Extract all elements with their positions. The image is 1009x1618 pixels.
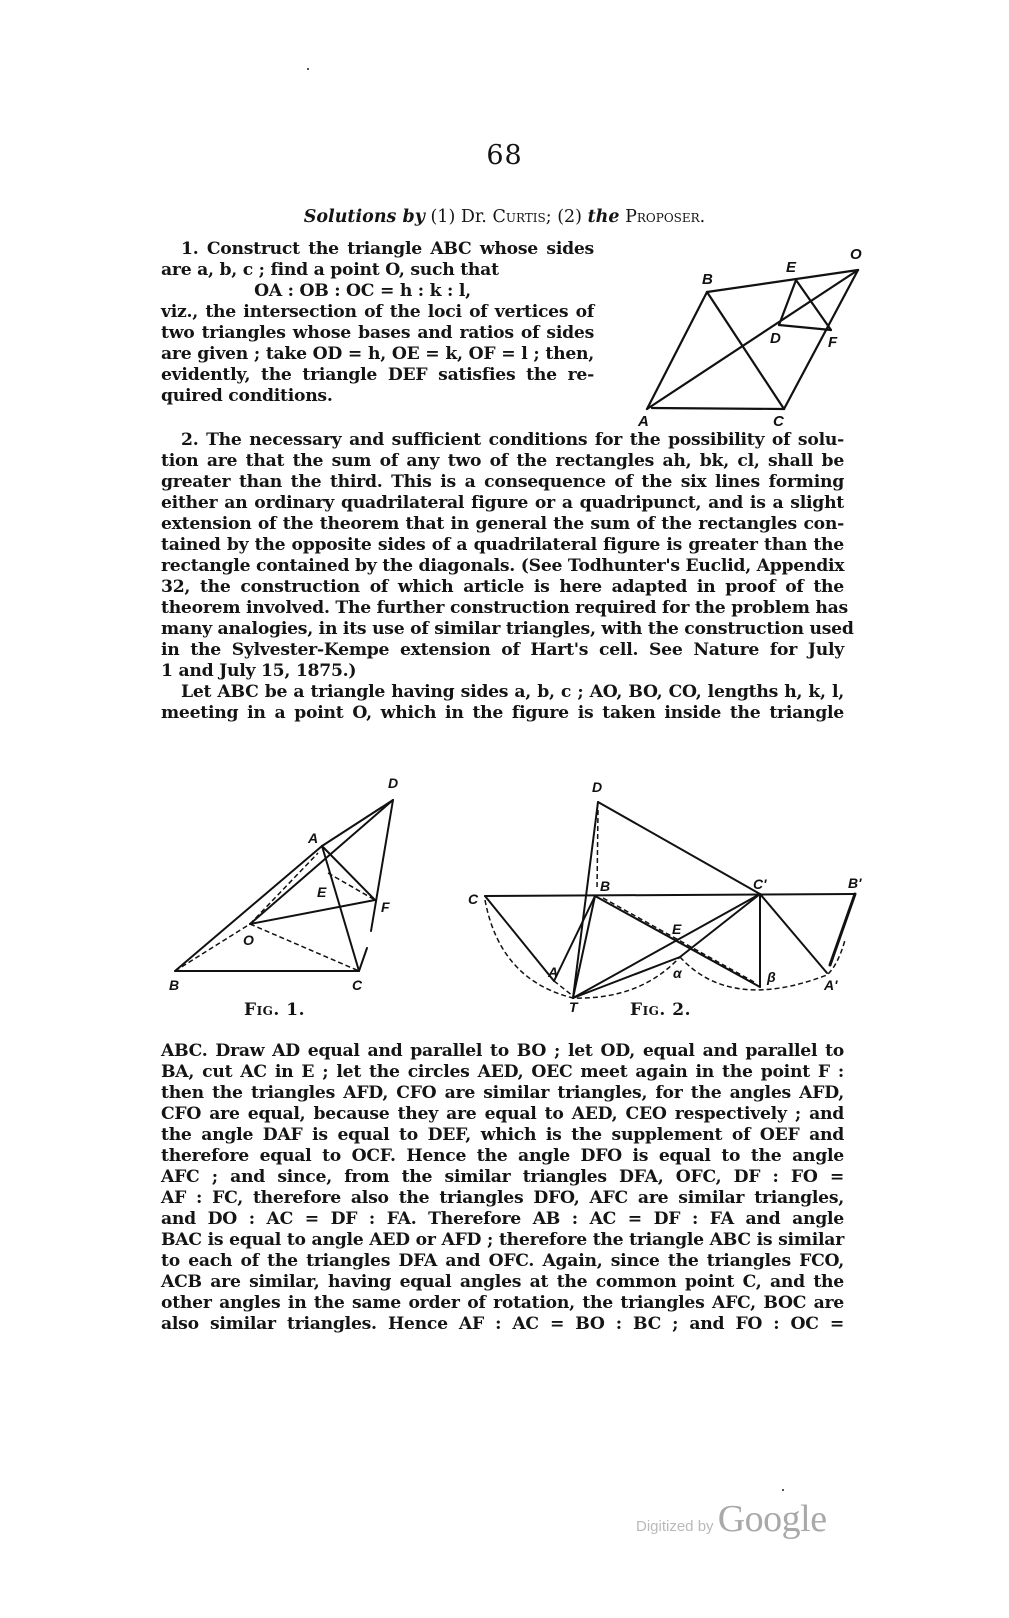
figure-parallelogram	[600, 235, 860, 430]
line-AB	[647, 292, 707, 409]
watermark-prefix: Digitized by	[636, 1518, 714, 1535]
label-F: F	[828, 334, 838, 351]
google-logo: Google	[717, 1498, 827, 1540]
text-line: greater than the third. This is a consequence of the six lines forming	[161, 472, 844, 492]
text-line: ABC. Draw AD equal and parallel to BO ; let OD, equal and parallel to	[161, 1041, 844, 1061]
solutions-heading	[0, 207, 1009, 227]
label-E: E	[317, 884, 327, 900]
label-B: B	[702, 271, 713, 288]
text-line: viz., the intersection of the loci of vertices of	[161, 302, 594, 322]
fig-1-caption: Fig. 1.	[244, 1000, 306, 1020]
label-beta: β	[767, 969, 776, 985]
text-line: in the Sylvester-Kempe extension of Hart's cell. See Nature for July	[161, 640, 844, 660]
label-D: D	[592, 779, 603, 795]
line-CB-prime	[485, 894, 855, 896]
label-B: B	[169, 977, 180, 993]
label-B: B	[600, 878, 611, 894]
text-line: AF : FC, therefore also the triangles DFO, AFC are similar triangles,	[161, 1188, 844, 1208]
ratio-equation: OA : OB : OC = h : k : l,	[254, 281, 471, 301]
heading-sep: ; (2)	[545, 207, 582, 227]
text-line: the angle DAF is equal to DEF, which is the supplement of OEF and	[161, 1125, 844, 1145]
page-number: 68	[486, 140, 523, 171]
label-O: O	[850, 246, 862, 263]
text-line: rectangle contained by the diagonals. (See Todhunter's Euclid, Appendix	[161, 556, 845, 576]
text-line: tion are that the sum of any two of the rectangles ah, bk, cl, shall be	[161, 451, 844, 471]
label-F: F	[381, 899, 390, 915]
line-AO	[647, 270, 858, 409]
text-line: meeting in a point O, which in the figure is taken inside the triangle	[161, 703, 844, 723]
text-line: BA, cut AC in E ; let the circles AED, OEC meet again in the point F :	[161, 1062, 844, 1082]
line-BO	[707, 270, 858, 292]
line-C-prime-A-prime	[760, 894, 827, 973]
label-O: O	[243, 932, 254, 948]
text-line: other angles in the same order of rotation, the triangles AFC, BOC are	[161, 1293, 844, 1313]
text-line: Let ABC be a triangle having sides a, b, c ; AO, BO, CO, lengths h, k, l,	[181, 682, 844, 702]
line-EF	[796, 280, 831, 330]
line-DF	[779, 325, 831, 330]
label-E: E	[672, 921, 682, 937]
line-OC	[784, 270, 858, 409]
dashed-arc-left	[485, 900, 680, 998]
heading-the: the	[587, 207, 620, 227]
line-CA	[485, 896, 554, 981]
line-alphaC-prime	[680, 894, 760, 957]
line-AB	[554, 896, 595, 981]
figure-1	[155, 745, 415, 995]
label-C-prime: C'	[753, 876, 767, 892]
line-AD	[322, 800, 393, 846]
label-T: T	[569, 999, 578, 1015]
line-DC-prime	[598, 802, 760, 894]
text-line: evidently, the triangle DEF satisfies the re-	[161, 365, 594, 385]
scan-speck	[307, 68, 309, 70]
line-TC-prime	[573, 894, 760, 998]
text-line: are given ; take OD = h, OE = k, OF = l ; then,	[161, 344, 594, 364]
dashed-DB	[597, 810, 598, 890]
solution-1-text	[161, 239, 594, 407]
text-line: two triangles whose bases and ratios of sides	[161, 323, 594, 343]
line-CA	[652, 408, 784, 409]
solution-2-text	[161, 430, 854, 724]
label-A: A	[308, 830, 319, 846]
label-alpha: α	[673, 965, 682, 981]
label-D: D	[770, 330, 781, 347]
text-line: to each of the triangles DFA and OFC. Again, since the triangles FCO,	[161, 1251, 844, 1271]
heading-curtis: Curtis	[492, 207, 546, 227]
text-line: many analogies, in its use of similar triangles, with the construction used	[161, 619, 854, 639]
label-A: A	[638, 413, 649, 430]
text-line: CFO are equal, because they are equal to AED, CEO respectively ; and	[161, 1104, 844, 1124]
dashed-OC	[250, 924, 359, 971]
text-line: 2. The necessary and sufficient conditions for the possibility of solu-	[181, 430, 844, 450]
text-line: ACB are similar, having equal angles at the common point C, and the	[161, 1272, 844, 1292]
label-E: E	[786, 259, 797, 276]
text-line: BAC is equal to angle AED or AFD ; therefore the triangle ABC is similar	[161, 1230, 844, 1250]
text-line: also similar triangles. Hence AF : AC = BO : BC ; and FO : OC =	[161, 1314, 844, 1334]
fig-2-caption: Fig. 2.	[630, 1000, 692, 1020]
dashed-BO	[175, 924, 250, 971]
label-A: A	[548, 964, 559, 980]
heading-proposer: Proposer.	[625, 207, 706, 227]
digitized-by-google-watermark	[636, 1497, 827, 1541]
text-line: therefore equal to OCF. Hence the angle DFO is equal to the angle	[161, 1146, 844, 1166]
scan-speck	[782, 1489, 784, 1491]
label-A-prime: A'	[824, 977, 838, 993]
heading-dr: (1) Dr.	[430, 207, 487, 227]
line-B-prime-A-prime	[830, 894, 855, 965]
text-line: and DO : AC = DF : FA. Therefore AB : AC = DF : FA and angle	[161, 1209, 844, 1229]
line-ED	[779, 280, 796, 325]
text-line: AFC ; and since, from the similar triangles DFA, OFC, DF : FO =	[161, 1167, 844, 1187]
text-line: 1 and July 15, 1875.)	[161, 661, 357, 681]
text-line: tained by the opposite sides of a quadrilateral figure is greater than the	[161, 535, 844, 555]
label-C: C	[352, 977, 363, 993]
text-line: are a, b, c ; find a point O, such that	[161, 260, 499, 280]
line-BA	[175, 846, 322, 971]
text-line: either an ordinary quadrilateral figure or a quadripunct, and is a slight	[161, 493, 844, 513]
text-line: then the triangles AFD, CFO are similar triangles, for the angles AFD,	[161, 1083, 844, 1103]
label-C: C	[468, 891, 479, 907]
line-C-up	[359, 948, 367, 971]
text-line: 32, the construction of which article is here adapted in proof of the	[161, 577, 844, 597]
text-line: 1. Construct the triangle ABC whose sides	[181, 239, 594, 259]
text-line: theorem involved. The further construction required for the problem has	[161, 598, 848, 618]
label-B-prime: B'	[848, 875, 862, 891]
line-OD	[250, 800, 393, 924]
text-line: quired conditions.	[161, 386, 333, 406]
text-line: extension of the theorem that in general the sum of the rectangles con-	[161, 514, 844, 534]
line-BC	[707, 292, 784, 409]
continuation-text	[161, 1041, 844, 1335]
label-D: D	[388, 775, 399, 791]
label-C: C	[773, 413, 784, 430]
heading-solutions-by: Solutions by	[303, 207, 425, 227]
